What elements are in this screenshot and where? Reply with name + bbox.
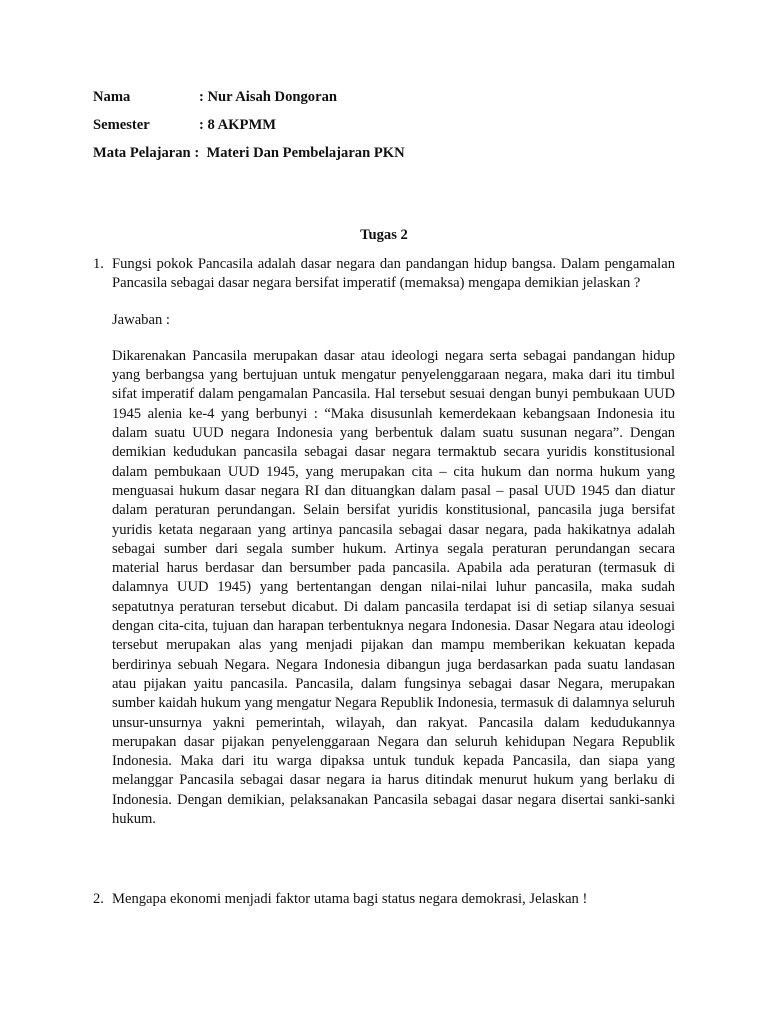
mapel-label: Mata Pelajaran : (93, 145, 200, 161)
question-item (93, 255, 675, 829)
question-text: Fungsi pokok Pancasila adalah dasar negara dan pandangan hidup bangsa. Dalam pengamalan Pancasila sebagai dasar negara bersifat imperatif (memaksa) mengapa demikian jelaskan ? (112, 256, 675, 292)
question-number: 2. (93, 891, 104, 907)
semester-value: : 8 AKPMM (199, 117, 277, 133)
question-item (93, 890, 675, 909)
nama-label: Nama (93, 89, 131, 105)
answer-text: Dikarenakan Pancasila merupakan dasar atau ideologi negara serta sebagai pandangan hidup yang berbangsa yang bertujuan untuk mengatur penyelenggaraan negara, maka dari itu timbul sifat imperatif dalam pengamalan Pancasila. Hal tersebut sesuai dengan bunyi pembukaan UUD 1945 alenia ke-4 yang berbunyi : “Maka disusunlah kemerdekaan kebangsaan Indonesia itu dalam suatu UUD negara Indonesia yang berbentuk dalam suatu susunan negara”. Dengan demikian kedudukan pancasila sebagai dasar negara termaktub secara yuridis konstitusional dalam pembukaan UUD 1945, yang merupakan cita – cita hukum dan norma hukum yang menguasai hukum dasar negara RI dan dituangkan dalam pasal – pasal UUD 1945 dan diatur dalam peraturan perundangan. Selain bersifat yuridis konstitusional, pancasila juga bersifat yuridis ketata negaraan yang artinya pancasila sebagai dasar negara, pada hakikatnya adalah sebagai sumber dari segala sumber hukum. Artinya segala peraturan perundangan secara material harus berdasar dan bersumber pada pancasila. Apabila ada peraturan (termasuk di dalamnya UUD 1945) yang bertentangan dengan nilai-nilai luhur pancasila, maka sudah sepatutnya peraturan tersebut dicabut. Di dalam pancasila terdapat isi di setiap silanya sesuai dengan cita-cita, tujuan dan harapan terbentuknya negara Indonesia. Dasar Negara atau ideologi tersebut merupakan alas yang menjadi pijakan dan mampu memberikan kekuatan kepada berdirinya sebuah Negara. Negara Indonesia dibangun juga berdasarkan pada suatu landasan atau pijakan yaitu pancasila. Pancasila, dalam fungsinya sebagai dasar Negara, merupakan sumber kaidah hukum yang mengatur Negara Republik Indonesia, termasuk di dalamnya seluruh unsur-unsurnya yakni pemerintah, wilayah, dan rakyat. Pancasila dalam kedudukannya merupakan dasar pijakan penyelenggaraan Negara dan seluruh kehidupan Negara Republik Indonesia. Maka dari itu warga dipaksa untuk tunduk kepada Pancasila, dan siapa yang melanggar Pancasila sebagai dasar negara ia harus ditindak menurut hukum yang berlaku di Indonesia. Dengan demikian, pelaksanakan Pancasila sebagai dasar negara disertai sanki-sanki hukum. (112, 347, 675, 828)
question-number: 1. (93, 256, 104, 272)
mapel-value: Materi Dan Pembelajaran PKN (199, 145, 405, 161)
nama-value: : Nur Aisah Dongoran (199, 89, 337, 105)
question-text: Mengapa ekonomi menjadi faktor utama bagi status negara demokrasi, Jelaskan ! (112, 891, 588, 907)
student-info-header (93, 88, 693, 172)
semester-label: Semester (93, 117, 150, 133)
nama-row (93, 88, 693, 116)
question-body (112, 890, 675, 909)
semester-row (93, 116, 693, 144)
answer-label: Jawaban : (112, 311, 170, 328)
assignment-title: Tugas 2 (360, 227, 408, 243)
question-body (112, 255, 675, 829)
mapel-row (93, 144, 693, 172)
